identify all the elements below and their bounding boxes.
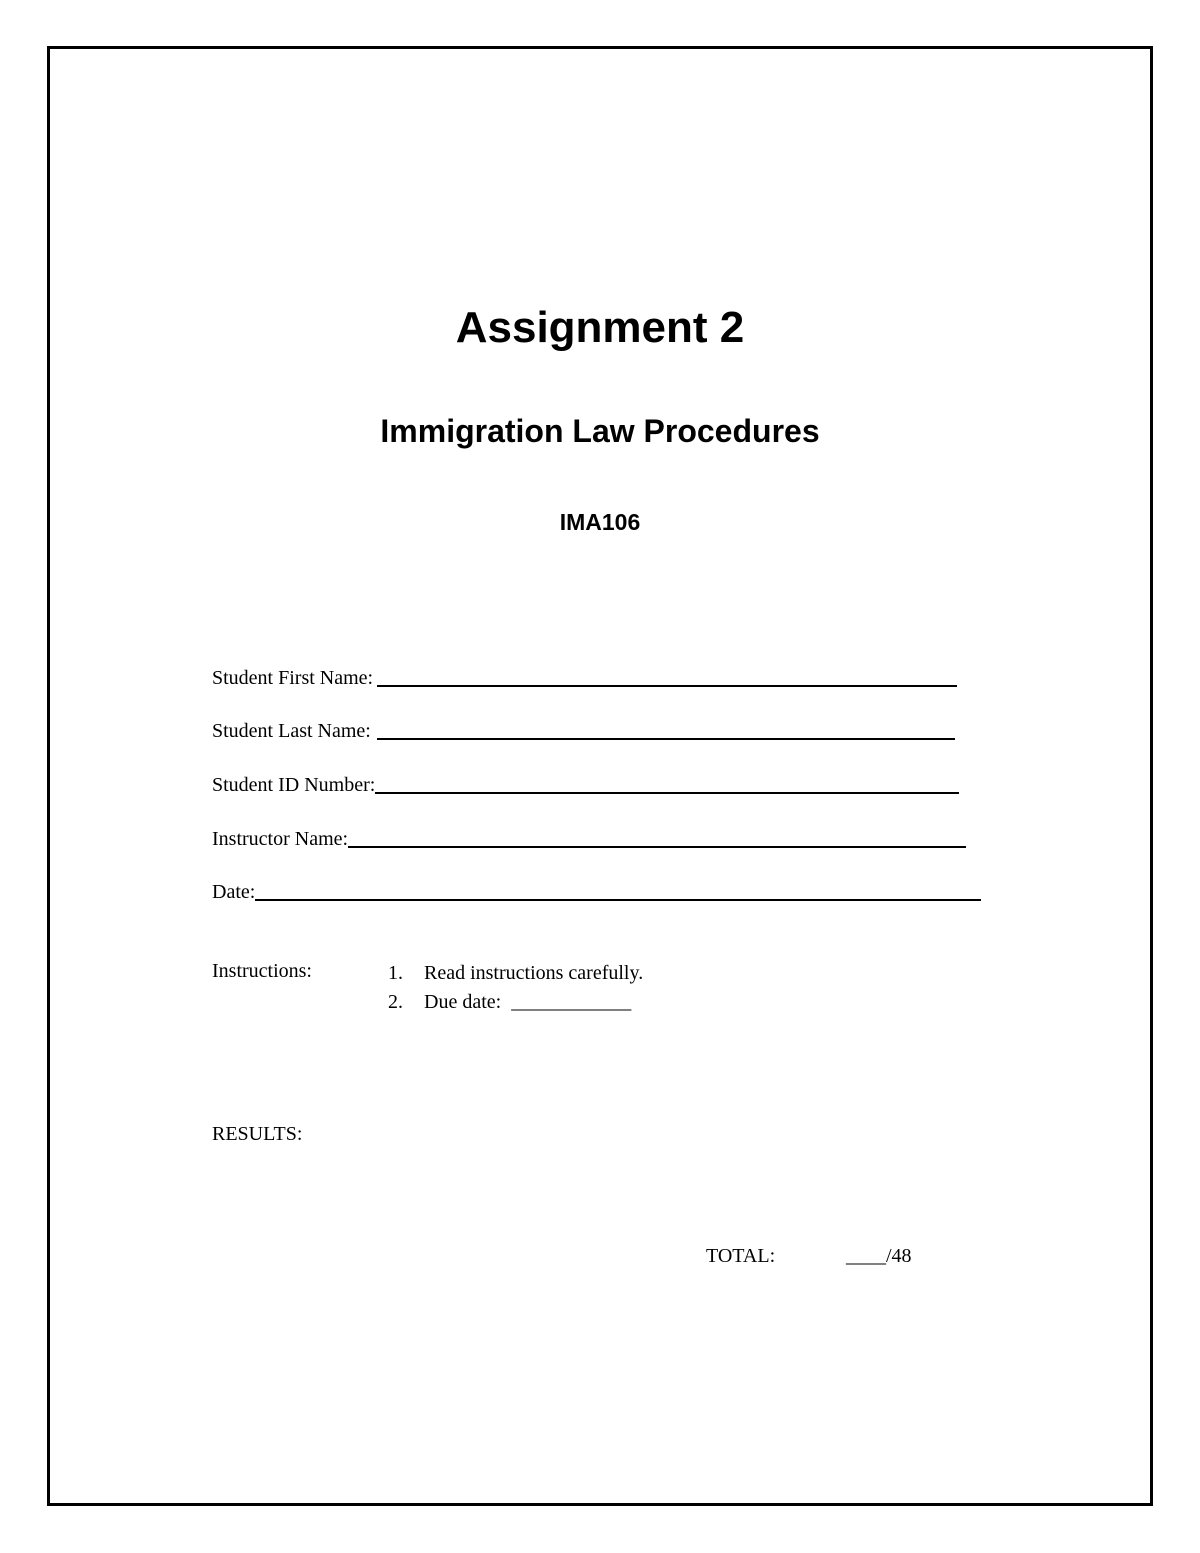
course-subtitle: Immigration Law Procedures <box>380 413 820 449</box>
assignment-title: Assignment 2 <box>455 303 745 352</box>
instructor-name-line[interactable] <box>348 846 966 848</box>
student-id-label: Student ID Number: <box>212 774 376 796</box>
instructor-name-field[interactable] <box>212 823 966 849</box>
date-field[interactable] <box>212 876 981 902</box>
last-name-line[interactable] <box>377 738 955 740</box>
last-name-field[interactable] <box>212 715 955 741</box>
first-name-field[interactable] <box>212 662 957 688</box>
date-label: Date: <box>212 881 256 903</box>
instruction-number: 2. <box>388 991 403 1013</box>
course-code: IMA106 <box>559 509 641 535</box>
instruction-item <box>388 988 643 1017</box>
total-label: TOTAL: <box>706 1245 776 1267</box>
student-id-field[interactable] <box>212 769 959 795</box>
instruction-item <box>388 959 643 988</box>
instructions-label: Instructions: <box>212 960 312 982</box>
instruction-text: Read instructions carefully. <box>424 962 644 984</box>
instruction-text: Due date: ____________ <box>424 991 632 1013</box>
instructions-list <box>388 959 643 1017</box>
instruction-number: 1. <box>388 962 403 984</box>
instructor-name-label: Instructor Name: <box>212 828 349 850</box>
first-name-line[interactable] <box>377 685 957 687</box>
first-name-label: Student First Name: <box>212 667 374 689</box>
student-id-line[interactable] <box>375 792 959 794</box>
date-line[interactable] <box>255 899 981 901</box>
results-label: RESULTS: <box>212 1123 303 1145</box>
last-name-label: Student Last Name: <box>212 720 371 742</box>
total-score: ____/48 <box>846 1245 912 1267</box>
